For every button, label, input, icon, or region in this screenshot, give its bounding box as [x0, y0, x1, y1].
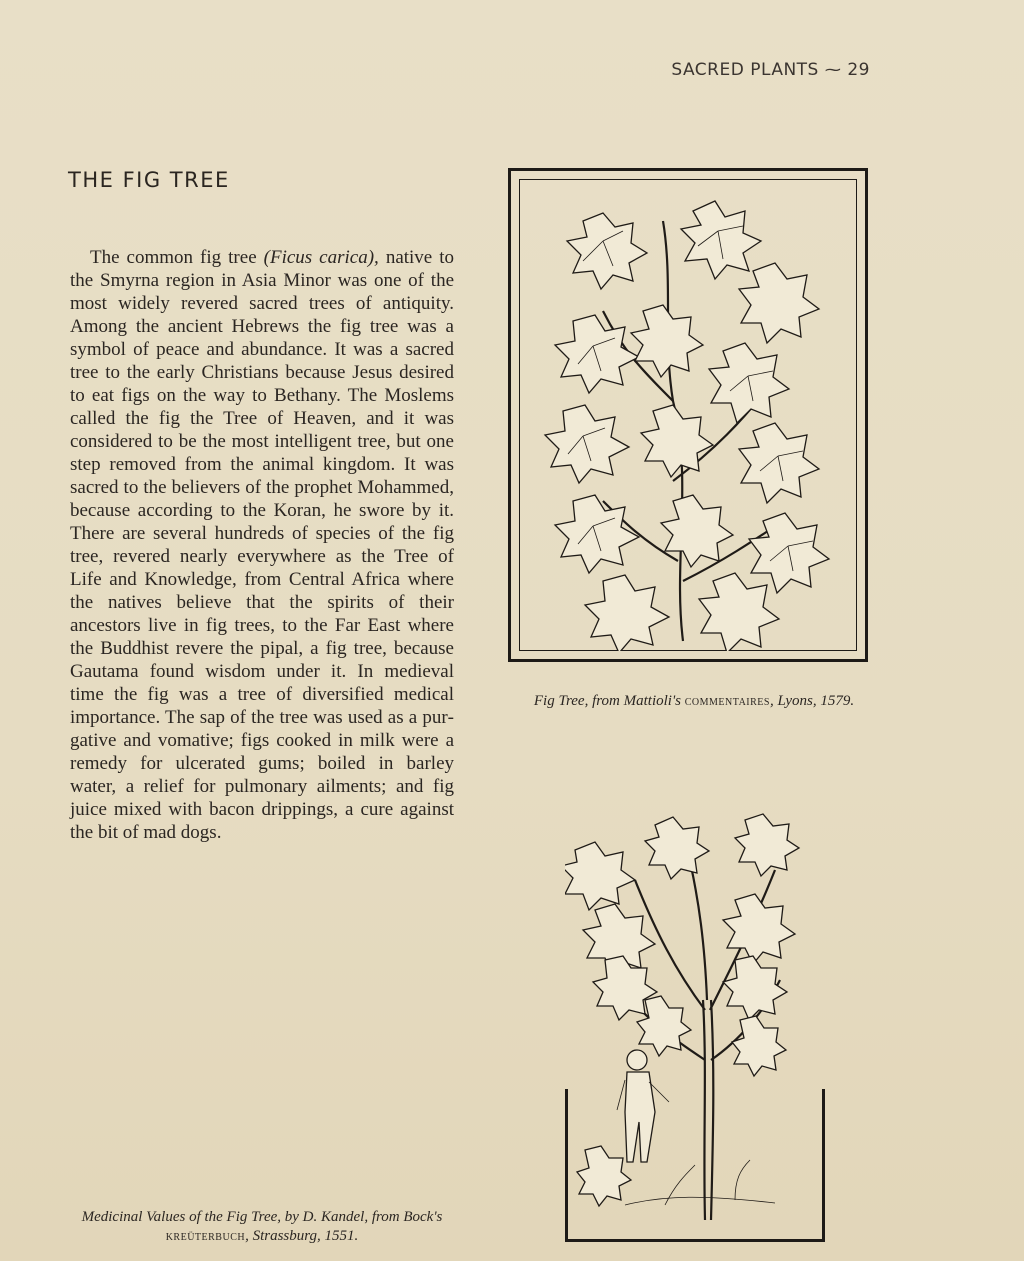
body-paragraph [70, 246, 454, 844]
figure1-caption-text-b: , Lyons, 1579. [769, 693, 855, 709]
running-head [600, 60, 870, 80]
figure1-caption-text-a: Fig Tree, from Mattioli's [533, 693, 685, 709]
figure1-caption [500, 692, 888, 711]
figure2-caption-title: kreüterbuch [165, 1229, 246, 1244]
running-title: SACRED PLANTS [671, 60, 819, 80]
figure2-caption-text-a: Medicinal Values of the Fig Tree, by D. Kandel, from Bock's [81, 1209, 443, 1225]
latin-name: (Ficus carica), [263, 247, 379, 268]
fig-woodcut-frame [508, 168, 868, 662]
body-part-2: native to the Smyrna region in Asia Minor was one of the most widely revered sacred trees of antiquity. Among the ancient Hebrews the fig tree was a symbol of peace and abundance. It was a sacred tree to the early Christians because Jesus desired to eat figs on the way to Bethany. The Moslems called the fig the Tree of Heaven, and it was considered to be the most intelligent tree, but one step removed from the animal kingdom. It was sacred to the believers of the prophet Mohammed, because according to the Koran, he swore by it. There are several hundreds of species of the fig tree, revered nearly everywhere as the Tree of Life and Knowledge, from Central Africa where the natives believe that the spirits of their ancestors live in fig trees, to the Far East where the Buddhist revere the pipal, a fig tree, because Gautama found wisdom under it. In medieval time the fig was a tree of diversified medical importance. The sap of the tree was used as a purgative and vomative; figs cooked in milk were a remedy for ulcerated gums; boiled in barley water, a relief for pulmonary ailments; and fig juice mixed with bacon drippings, a cure against the bit of mad dogs. [70, 247, 455, 843]
page-number: 29 [847, 60, 870, 80]
figure2-caption [60, 1208, 464, 1246]
fig-tree-woodcut [565, 810, 825, 1242]
ornament-icon: ⁓ [824, 60, 842, 79]
body-part-1: The common fig tree [90, 247, 264, 268]
fig-leaves-illustration [545, 201, 829, 651]
fig-leaves-woodcut [523, 181, 853, 651]
figure2-caption-text-b: , Strassburg, 1551. [245, 1228, 359, 1244]
section-title: THE FIG TREE [68, 168, 230, 192]
figure1-caption-title: commentaires [684, 694, 770, 709]
fig-tree-ground-frame [565, 1089, 825, 1242]
